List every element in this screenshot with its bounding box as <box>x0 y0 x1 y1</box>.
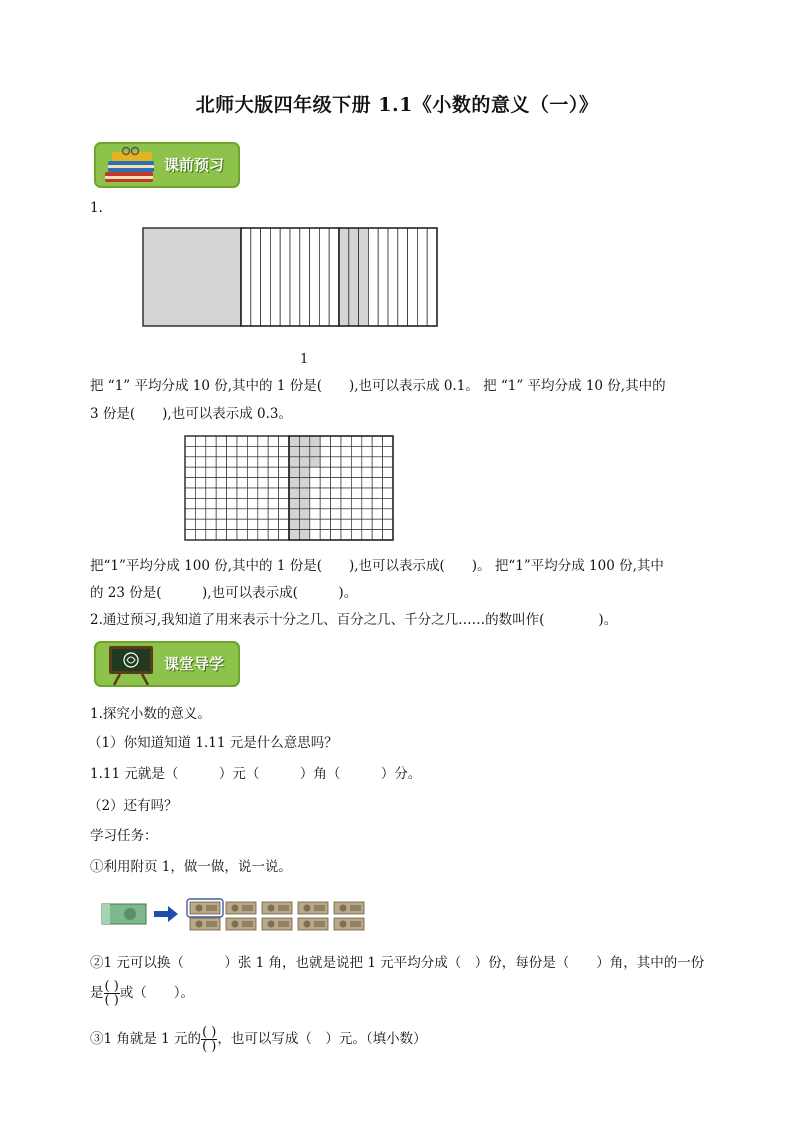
hundredth-cell <box>227 436 237 446</box>
hundredth-cell <box>268 530 278 540</box>
hundredth-cell <box>258 467 268 477</box>
hundredth-cell <box>341 488 351 498</box>
hundredth-cell <box>351 446 361 456</box>
hundredth-cell <box>279 530 289 540</box>
hundredth-cell <box>279 457 289 467</box>
hundredth-cell <box>279 519 289 529</box>
hundredth-cell <box>268 436 278 446</box>
decimal-figure-hundredths <box>184 435 394 541</box>
hundredth-cell <box>237 509 247 519</box>
hundredths-grid <box>185 436 393 540</box>
hundredth-cell <box>237 488 247 498</box>
tenth-cell <box>319 228 329 326</box>
hundredth-cell <box>372 457 382 467</box>
hundredth-cell <box>268 488 278 498</box>
hundredth-cell <box>383 519 393 529</box>
whole-square <box>143 228 241 326</box>
hundredth-cell <box>195 446 205 456</box>
hundredth-cell <box>206 509 216 519</box>
hundredth-cell <box>299 446 309 456</box>
hundredth-cell <box>372 509 382 519</box>
hundredth-cell <box>320 446 330 456</box>
task-title: 学习任务： <box>90 828 158 844</box>
hundredth-cell <box>372 498 382 508</box>
hundredth-cell <box>331 530 341 540</box>
hundredth-cell <box>227 457 237 467</box>
hundredth-cell <box>195 509 205 519</box>
q1-line-3: 把“1”平均分成 100 份,其中的 1 份是( ),也可以表示成( )。 把“1”平均分成 100 份,其中 <box>90 558 664 574</box>
hundredth-cell <box>237 457 247 467</box>
hundredth-cell <box>320 478 330 488</box>
tenth-cell <box>251 228 261 326</box>
hundredth-cell <box>206 530 216 540</box>
hundredth-cell <box>362 436 372 446</box>
tenth-cell <box>378 228 388 326</box>
task-2-line-2 <box>90 980 194 1007</box>
hundredth-cell <box>341 457 351 467</box>
hundredth-cell <box>206 488 216 498</box>
hundredth-cell <box>362 498 372 508</box>
hundredth-cell <box>362 530 372 540</box>
hundredth-cell <box>331 457 341 467</box>
hundredth-cell <box>206 446 216 456</box>
hundredth-cell <box>341 509 351 519</box>
hundredth-cell <box>247 530 257 540</box>
tenth-cell <box>261 228 271 326</box>
hundredth-cell <box>258 436 268 446</box>
hundredth-cell <box>299 457 309 467</box>
hundredth-cell <box>206 519 216 529</box>
hundredth-cell <box>237 467 247 477</box>
hundredth-cell <box>258 478 268 488</box>
hundredth-cell <box>331 488 341 498</box>
hundredth-cell <box>299 436 309 446</box>
tenth-cell <box>241 228 251 326</box>
guide-item-1: 1.探究小数的意义。 <box>90 706 211 722</box>
hundredth-cell <box>216 519 226 529</box>
hundredth-cell <box>247 478 257 488</box>
hundredth-cell <box>247 446 257 456</box>
hundredth-cell <box>247 509 257 519</box>
hundredth-cell <box>362 446 372 456</box>
hundredth-cell <box>331 519 341 529</box>
hundredth-cell <box>227 530 237 540</box>
hundredth-cell <box>299 519 309 529</box>
hundredth-cell <box>383 478 393 488</box>
blackboard-icon <box>106 644 156 686</box>
q1-line-4: 的 23 份是( ),也可以表示成( )。 <box>90 585 358 601</box>
hundredth-cell <box>383 509 393 519</box>
hundredth-cell <box>331 436 341 446</box>
hundredth-cell <box>310 436 320 446</box>
arrow-right-icon <box>154 906 178 922</box>
hundredth-cell <box>216 457 226 467</box>
hundredth-cell <box>299 478 309 488</box>
hundredth-cell <box>320 519 330 529</box>
one-jiao-note-icon <box>262 902 292 914</box>
hundredth-cell <box>237 478 247 488</box>
hundredth-cell <box>237 446 247 456</box>
hundredth-cell <box>320 530 330 540</box>
decimal-figure-tenths <box>142 227 440 327</box>
tenth-cell <box>329 228 339 326</box>
hundredth-cell <box>268 498 278 508</box>
guide-answer-1: 1.11 元就是（ ）元（ ）角（ ）分。 <box>90 766 422 782</box>
one-yuan-note-icon <box>102 904 146 924</box>
hundredth-cell <box>289 457 299 467</box>
hundredth-cell <box>268 457 278 467</box>
tenth-cell <box>359 228 369 326</box>
tenth-cell <box>310 228 320 326</box>
hundredth-cell <box>351 530 361 540</box>
hundredth-cell <box>372 446 382 456</box>
tenths-strip-b <box>339 228 437 326</box>
hundredth-cell <box>268 478 278 488</box>
question-number: 1. <box>90 200 103 216</box>
hundredth-cell <box>227 446 237 456</box>
section-badge-label: 课堂导学 <box>164 655 225 673</box>
task-3-suffix: ，也可以写成（ ）元。（填小数） <box>217 1031 427 1047</box>
section-badge-preview <box>94 142 240 188</box>
tenth-cell <box>300 228 310 326</box>
hundredth-cell <box>216 530 226 540</box>
hundredth-cell <box>247 467 257 477</box>
hundredth-cell <box>331 509 341 519</box>
hundredth-cell <box>310 488 320 498</box>
hundredth-cell <box>227 467 237 477</box>
hundredth-cell <box>185 519 195 529</box>
hundredth-cell <box>185 467 195 477</box>
hundredth-cell <box>372 436 382 446</box>
hundredth-cell <box>320 488 330 498</box>
one-jiao-note-icon <box>334 918 364 930</box>
hundredth-cell <box>341 446 351 456</box>
hundredth-cell <box>206 498 216 508</box>
hundredth-cell <box>227 498 237 508</box>
hundredth-cell <box>372 530 382 540</box>
hundredth-cell <box>341 478 351 488</box>
hundredth-cell <box>279 446 289 456</box>
hundredth-cell <box>351 457 361 467</box>
hundredth-cell <box>216 509 226 519</box>
hundredth-cell <box>185 478 195 488</box>
tenth-cell <box>388 228 398 326</box>
hundredth-cell <box>195 530 205 540</box>
hundredth-cell <box>279 488 289 498</box>
hundredth-cell <box>362 457 372 467</box>
hundredth-cell <box>383 446 393 456</box>
task-3-line <box>90 1026 427 1053</box>
hundredth-cell <box>258 530 268 540</box>
tenths-strip-a <box>241 228 339 326</box>
hundredth-cell <box>383 436 393 446</box>
hundredth-cell <box>320 436 330 446</box>
hundredth-cell <box>206 467 216 477</box>
hundredth-cell <box>310 478 320 488</box>
hundredth-cell <box>299 488 309 498</box>
page-title: 北师大版四年级下册 1.1《小数的意义（一）》 <box>195 94 599 116</box>
hundredth-cell <box>299 467 309 477</box>
hundredth-cell <box>310 509 320 519</box>
task-2-line-1: ②1 元可以换（ ）张 1 角，也就是说把 1 元平均分成（ ）份，每份是（ ）角，其中的一份 <box>90 955 705 971</box>
hundredth-cell <box>289 478 299 488</box>
hundredth-cell <box>341 467 351 477</box>
hundredth-cell <box>320 457 330 467</box>
one-jiao-note-icon <box>262 918 292 930</box>
hundredth-cell <box>299 498 309 508</box>
hundredth-cell <box>195 519 205 529</box>
figure-label-one: 1 <box>300 352 309 367</box>
tenth-cell <box>398 228 408 326</box>
q1-line-2: 3 份是( ),也可以表示成 0.3。 <box>90 406 292 422</box>
hundredth-cell <box>310 467 320 477</box>
hundredth-cell <box>237 530 247 540</box>
hundredth-cell <box>372 478 382 488</box>
hundredth-cell <box>320 467 330 477</box>
hundredth-cell <box>331 446 341 456</box>
hundredth-cell <box>279 498 289 508</box>
section-badge-guide <box>94 641 240 687</box>
hundredth-cell <box>247 488 257 498</box>
task-2-suffix: 或（ ）。 <box>119 985 195 1001</box>
one-jiao-note-icon <box>226 918 256 930</box>
hundredth-cell <box>268 519 278 529</box>
hundredth-cell <box>351 478 361 488</box>
fraction-blank: $\frac{( )}{( )}$ <box>104 979 119 1008</box>
hundredth-cell <box>320 509 330 519</box>
task-3-prefix: ③1 角就是 1 元的 <box>90 1031 202 1047</box>
hundredth-cell <box>185 498 195 508</box>
hundredth-cell <box>185 436 195 446</box>
hundredth-cell <box>372 488 382 498</box>
one-jiao-note-icon <box>226 902 256 914</box>
hundredth-cell <box>341 530 351 540</box>
hundredth-cell <box>362 488 372 498</box>
hundredth-cell <box>195 498 205 508</box>
hundredth-cell <box>227 509 237 519</box>
hundredth-cell <box>289 509 299 519</box>
guide-sub-1: （1）你知道知道 1.11 元是什么意思吗？ <box>88 735 338 751</box>
hundredth-cell <box>195 467 205 477</box>
hundredth-cell <box>247 519 257 529</box>
tenth-cell <box>417 228 427 326</box>
hundredth-cell <box>258 519 268 529</box>
hundredth-cell <box>310 530 320 540</box>
one-jiao-note-icon <box>298 918 328 930</box>
hundredth-cell <box>289 488 299 498</box>
tenth-cell <box>368 228 378 326</box>
hundredth-cell <box>258 446 268 456</box>
hundredth-cell <box>247 498 257 508</box>
hundredth-cell <box>362 519 372 529</box>
hundredth-cell <box>195 488 205 498</box>
hundredth-cell <box>268 446 278 456</box>
hundredth-cell <box>351 509 361 519</box>
hundredth-cell <box>279 509 289 519</box>
tenth-cell <box>427 228 437 326</box>
hundredth-cell <box>237 498 247 508</box>
hundredth-cell <box>247 436 257 446</box>
hundredth-cell <box>351 488 361 498</box>
hundredth-cell <box>279 478 289 488</box>
hundredth-cell <box>289 436 299 446</box>
tenth-cell <box>408 228 418 326</box>
task-1: ①利用附页 1，做一做，说一说。 <box>90 859 292 875</box>
hundredth-cell <box>351 467 361 477</box>
hundredth-cell <box>289 498 299 508</box>
hundredth-cell <box>185 457 195 467</box>
hundredth-cell <box>299 530 309 540</box>
q1-line-1: 把 “1” 平均分成 10 份,其中的 1 份是( ),也可以表示成 0.1。 把 “1” 平均分成 10 份,其中的 <box>90 378 666 394</box>
hundredth-cell <box>351 519 361 529</box>
hundredth-cell <box>185 446 195 456</box>
money-exchange-illustration <box>100 894 370 938</box>
hundredth-cell <box>289 530 299 540</box>
books-icon <box>102 146 160 186</box>
hundredth-cell <box>372 519 382 529</box>
hundredth-cell <box>279 436 289 446</box>
guide-sub-2: （2）还有吗？ <box>88 798 178 814</box>
hundredth-cell <box>227 488 237 498</box>
hundredth-cell <box>351 498 361 508</box>
hundredth-cell <box>216 467 226 477</box>
one-jiao-notes <box>187 899 364 930</box>
hundredth-cell <box>216 436 226 446</box>
hundredth-cell <box>341 519 351 529</box>
hundredth-cell <box>279 467 289 477</box>
one-jiao-note-icon <box>334 902 364 914</box>
q2-text: 2.通过预习,我知道了用来表示十分之几、百分之几、千分之几……的数叫作( )。 <box>90 612 618 628</box>
hundredth-cell <box>258 457 268 467</box>
hundredth-cell <box>362 509 372 519</box>
hundredth-cell <box>362 478 372 488</box>
hundredth-cell <box>383 488 393 498</box>
tenth-cell <box>280 228 290 326</box>
tenth-cell <box>270 228 280 326</box>
hundredth-cell <box>216 446 226 456</box>
hundredth-cell <box>195 436 205 446</box>
hundredth-cell <box>227 519 237 529</box>
hundredth-cell <box>362 467 372 477</box>
hundredth-cell <box>310 519 320 529</box>
hundredth-cell <box>216 478 226 488</box>
hundredth-cell <box>351 436 361 446</box>
hundredth-cell <box>185 488 195 498</box>
hundredth-cell <box>237 519 247 529</box>
hundredth-cell <box>216 498 226 508</box>
hundredth-cell <box>195 478 205 488</box>
hundredth-cell <box>258 498 268 508</box>
hundredth-cell <box>331 467 341 477</box>
hundredth-cell <box>268 467 278 477</box>
hundredth-cell <box>383 467 393 477</box>
hundredth-cell <box>289 519 299 529</box>
hundredth-cell <box>237 436 247 446</box>
one-jiao-note-icon <box>298 902 328 914</box>
hundredth-cell <box>331 498 341 508</box>
hundredth-cell <box>289 446 299 456</box>
hundredth-cell <box>195 457 205 467</box>
hundredth-cell <box>247 457 257 467</box>
hundredth-cell <box>320 498 330 508</box>
hundredth-cell <box>299 509 309 519</box>
hundredth-cell <box>206 478 216 488</box>
one-jiao-note-icon <box>190 918 220 930</box>
section-badge-label: 课前预习 <box>164 156 225 174</box>
hundredth-cell <box>289 467 299 477</box>
hundredth-cell <box>383 457 393 467</box>
hundredth-cell <box>185 530 195 540</box>
hundredth-cell <box>331 478 341 488</box>
hundredth-cell <box>227 478 237 488</box>
hundredth-cell <box>258 488 268 498</box>
hundredth-cell <box>341 498 351 508</box>
tenth-cell <box>339 228 349 326</box>
hundredth-cell <box>268 509 278 519</box>
hundredth-cell <box>185 509 195 519</box>
hundredth-cell <box>206 436 216 446</box>
hundredth-cell <box>310 498 320 508</box>
hundredth-cell <box>372 467 382 477</box>
fraction-blank: $\frac{( )}{( )}$ <box>202 1025 217 1054</box>
tenth-cell <box>290 228 300 326</box>
hundredth-cell <box>383 498 393 508</box>
one-jiao-note-icon <box>187 899 223 917</box>
tenth-cell <box>349 228 359 326</box>
hundredth-cell <box>310 457 320 467</box>
hundredth-cell <box>383 530 393 540</box>
hundredth-cell <box>206 457 216 467</box>
hundredth-cell <box>341 436 351 446</box>
hundredth-cell <box>310 446 320 456</box>
hundredth-cell <box>216 488 226 498</box>
hundredth-cell <box>258 509 268 519</box>
task-2-prefix: 是 <box>90 985 104 1001</box>
